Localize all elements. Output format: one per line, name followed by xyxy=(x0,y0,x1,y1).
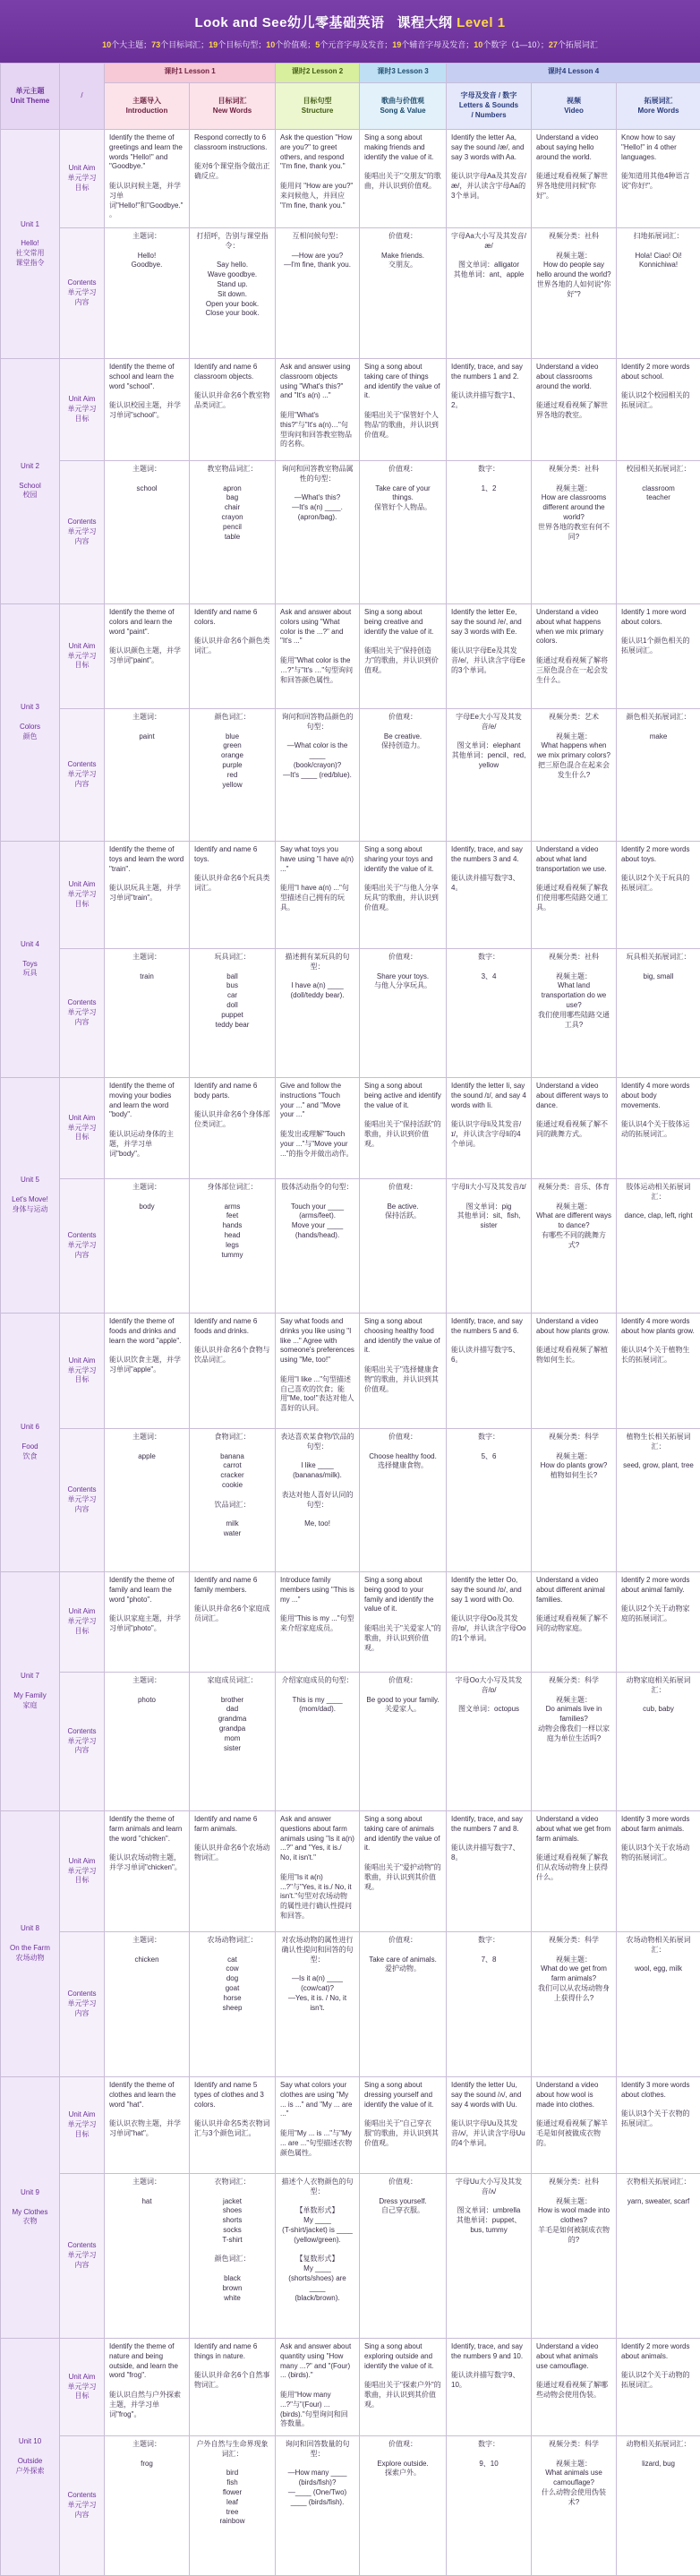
aim-cell-introduction: Identify the theme of colors and learn the word "paint". 能认识颜色主题，并学习单词"paint"。 xyxy=(105,604,190,709)
level-label: Level 1 xyxy=(457,15,505,30)
contents-cell-video: 视频分类：社科 视频主题： How is wool made into clothes? 羊毛是如何被制成衣物的? xyxy=(532,2174,617,2339)
contents-cell-video: 视频分类：艺术 视频主题： What happens when we mix primary colors? 把三原色混合在起来会发生什么? xyxy=(532,709,617,842)
unit-9-contents-row xyxy=(1,2174,700,2339)
aim-cell-new-words: Identify and name 6 body parts. 能认识并命名6个身体部位类词汇。 xyxy=(190,1078,276,1179)
contents-cell-introduction: 主题词： Hello! Goodbye. xyxy=(105,228,190,359)
unit-4-contents-row xyxy=(1,949,700,1078)
unit-5-aim-row xyxy=(1,1078,700,1179)
aim-cell-introduction: Identify the theme of farm animals and learn the word "chicken". 能认识农场动物主题，并学习单词"chicken"。 xyxy=(105,1811,190,1932)
contents-cell-introduction: 主题词： paint xyxy=(105,709,190,842)
col-header-new-words: 目标词汇 New Words xyxy=(190,83,276,130)
contents-cell-new-words: 家庭成员词汇： brother dad grandma grandpa mom sister xyxy=(190,1673,276,1811)
contents-cell-structure: 肢体活动指令的句型： Touch your ____ (arms/feet). Move your ____ (hands/head). xyxy=(276,1179,360,1314)
stat-number: 10 xyxy=(474,40,482,49)
aim-cell-letters-sounds-numbers: Identify the letter Ii, say the sound /ɪ/, and say 4 words with Ii. 能认识字母Ii及其发音/ɪ/，并认读含字母Ii的4个单词。 xyxy=(447,1078,532,1179)
unit-theme-cell: Unit 7 My Family 家庭 xyxy=(1,1572,60,1811)
contents-cell-song-value: 价值观： Make friends. 交朋友。 xyxy=(360,228,447,359)
contents-cell-introduction: 主题词： hat xyxy=(105,2174,190,2339)
aim-cell-new-words: Identify and name 6 farm animals. 能认识并命名6个农场动物词汇。 xyxy=(190,1811,276,1932)
aim-cell-song-value: Sing a song about sharing your toys and identify the value of it. 能唱出关于"与他人分享玩具"的歌曲，并认识到价值观。 xyxy=(360,842,447,949)
stat-number: 10 xyxy=(266,40,275,49)
contents-cell-song-value: 价值观： Dress yourself. 自己穿衣服。 xyxy=(360,2174,447,2339)
aim-cell-more-words: Identify 4 more words about how plants grow. 能认识4个关于植物生长的拓展词汇。 xyxy=(617,1314,700,1429)
aim-cell-video: Understand a video about how plants grow. 能通过观看视频了解植物如何生长。 xyxy=(532,1314,617,1429)
aim-cell-more-words: Know how to say "Hello!" in 4 other languages. 能知道用其他4种语言说"你好!"。 xyxy=(617,130,700,228)
contents-label: Contents 单元学习内容 xyxy=(60,1932,105,2077)
header-unit-theme: 单元主题 Unit Theme xyxy=(1,64,60,130)
contents-cell-new-words: 打招呼，告别与课堂指令： Say hello. Wave goodbye. Stand up. Sit down. Open your book. Close your book. xyxy=(190,228,276,359)
aim-cell-letters-sounds-numbers: Identify, trace, and say the numbers 5 and 6. 能认读并描写数字5、6。 xyxy=(447,1314,532,1429)
contents-cell-new-words: 颜色词汇： blue green orange purple red yellow xyxy=(190,709,276,842)
contents-cell-letters-sounds-numbers: 字母Ii大小写及其发音/ɪ/ 图文单词：pig 其他单词：sit、fish, sister xyxy=(447,1179,532,1314)
contents-cell-structure: 介绍家庭成员的句型： This is my ____ (mom/dad). xyxy=(276,1673,360,1811)
contents-label: Contents 单元学习内容 xyxy=(60,1673,105,1811)
aim-cell-video: Understand a video about classrooms around the world. 能通过观看视频了解世界各地的教室。 xyxy=(532,359,617,461)
aim-cell-song-value: Sing a song about dressing yourself and identify the value of it. 能唱出关于"自己穿衣服"的歌曲，并认识到其价值观。 xyxy=(360,2077,447,2174)
aim-cell-structure: Ask and answer about quantity using "How many ...?" and "(Four) ... (birds)." 能用"How many ...?"与"(Four) ... (birds)."句型询问和回答数量。 xyxy=(276,2339,360,2436)
contents-cell-song-value: 价值观： Be good to your family. 关爱家人。 xyxy=(360,1673,447,1811)
unit-8-contents-row xyxy=(1,1932,700,2077)
aim-cell-more-words: Identify 2 more words about animal family. 能认识2个关于动物家庭的拓展词汇。 xyxy=(617,1572,700,1673)
unit-theme-cell: Unit 4 Toys 玩具 xyxy=(1,842,60,1078)
unit-theme-cell: Unit 3 Colors 颜色 xyxy=(1,604,60,842)
unit-aim-label: Unit Aim 单元学习目标 xyxy=(60,842,105,949)
stat-label: 个辅音字母及发音； xyxy=(401,40,474,49)
contents-cell-structure: 询问和回答数量的句型： —How many ____ (birds/fish)? —____ (One/Two) ____ (birds/fish). xyxy=(276,2436,360,2576)
contents-cell-letters-sounds-numbers: 字母Uu大小写及其发音/ʌ/ 图文单词：umbrella 其他单词：puppet、bus, tummy xyxy=(447,2174,532,2339)
contents-cell-introduction: 主题词： apple xyxy=(105,1429,190,1572)
aim-cell-structure: Say what foods and drinks you like using "I like ..." Agree with someone's preferences using "Me, too!" 能用"I like ..."句型描述自己喜欢的饮食；能用"Me, too!"表达对他人喜好的认同。 xyxy=(276,1314,360,1429)
aim-cell-letters-sounds-numbers: Identify, trace, and say the numbers 9 and 10. 能认读并描写数字9、10。 xyxy=(447,2339,532,2436)
page-header xyxy=(0,0,700,63)
contents-cell-letters-sounds-numbers: 字母Aa大小写及其发音/æ/ 图文单词：alligator 其他单词：ant、apple xyxy=(447,228,532,359)
aim-cell-song-value: Sing a song about being creative and identify the value of it. 能唱出关于"保持创造力"的歌曲，并认识到价值观。 xyxy=(360,604,447,709)
contents-cell-introduction: 主题词： school xyxy=(105,461,190,604)
contents-cell-more-words: 玩具相关拓展词汇： big, small xyxy=(617,949,700,1078)
aim-cell-structure: Say what colors your clothes are using "My ... is ..." and "My ... are ..." 能用"My ... is ..."与"My ... are ..."句型描述衣物颜色属性。 xyxy=(276,2077,360,2174)
contents-cell-song-value: 价值观： Take care of your things. 保管好个人物品。 xyxy=(360,461,447,604)
contents-label: Contents 单元学习内容 xyxy=(60,949,105,1078)
aim-cell-introduction: Identify the theme of family and learn the word "photo". 能认识家庭主题，并学习单词"photo"。 xyxy=(105,1572,190,1673)
contents-cell-song-value: 价值观： Share your toys. 与他人分享玩具。 xyxy=(360,949,447,1078)
aim-cell-more-words: Identify 2 more words about animals. 能认识2个关于动物的拓展词汇。 xyxy=(617,2339,700,2436)
contents-cell-video: 视频分类：科学 视频主题： Do animals live in families? 动物会像我们一样以家庭为单位生活吗? xyxy=(532,1673,617,1811)
aim-cell-video: Understand a video about what land transportation we use. 能通过观看视频了解我们使用哪些陆路交通工具。 xyxy=(532,842,617,949)
unit-6-contents-row xyxy=(1,1429,700,1572)
contents-cell-structure: 描述拥有某玩具的句型： I have a(n) ____ (doll/teddy bear). xyxy=(276,949,360,1078)
contents-cell-video: 视频分类：社科 视频主题： How are classrooms different around the world? 世界各地的教室有何不同? xyxy=(532,461,617,604)
unit-10-aim-row xyxy=(1,2339,700,2436)
contents-cell-new-words: 身体部位词汇： arms feet hands head legs tummy xyxy=(190,1179,276,1314)
unit-aim-label: Unit Aim 单元学习目标 xyxy=(60,2077,105,2174)
contents-cell-letters-sounds-numbers: 数字： 9、10 xyxy=(447,2436,532,2576)
contents-cell-song-value: 价值观： Be active. 保持活跃。 xyxy=(360,1179,447,1314)
contents-cell-new-words: 教室物品词汇： apron bag chair crayon pencil table xyxy=(190,461,276,604)
unit-3-contents-row xyxy=(1,709,700,842)
contents-cell-new-words: 玩具词汇： ball bus car doll puppet teddy bear xyxy=(190,949,276,1078)
page-title xyxy=(0,13,700,31)
aim-cell-video: Understand a video about what animals use camouflage. 能通过观看视频了解哪些动物会使用伪装。 xyxy=(532,2339,617,2436)
aim-cell-new-words: Identify and name 6 foods and drinks. 能认识并命名6个食物与饮品词汇。 xyxy=(190,1314,276,1429)
stat-number: 10 xyxy=(102,40,111,49)
aim-cell-new-words: Respond correctly to 6 classroom instructions. 能对6个课堂指令做出正确反应。 xyxy=(190,130,276,228)
contents-cell-video: 视频分类：科学 视频主题： What do we get from farm animals? 我们可以从农场动物身上获得什么? xyxy=(532,1932,617,2077)
aim-cell-structure: Ask the question "How are you?" to greet others, and respond "I'm fine, thank you." 能用问 "How are you?" 来问候他人，并回应 "I'm fine, thank you." xyxy=(276,130,360,228)
course-stats xyxy=(0,39,700,50)
stat-label: 个大主题； xyxy=(111,40,151,49)
header-lesson-4: 课时4 Lesson 4 xyxy=(447,64,700,83)
unit-aim-label: Unit Aim 单元学习目标 xyxy=(60,130,105,228)
aim-cell-structure: Ask and answer using classroom objects using "What's this?" and "It's a(n) ..." 能用"What's this?"与"It's a(n)…"句型询问和回答教室物品的名称。 xyxy=(276,359,360,461)
aim-cell-more-words: Identify 4 more words about body movements. 能认识4个关于肢体运动的拓展词汇。 xyxy=(617,1078,700,1179)
col-header-letters-sounds-numbers: 字母及发音 / 数字 Letters & Sounds / Numbers xyxy=(447,83,532,130)
contents-cell-more-words: 动物相关拓展词汇： lizard, bug xyxy=(617,2436,700,2576)
contents-cell-video: 视频分类：社科 视频主题： What land transportation do we use? 我们使用哪些陆路交通工具? xyxy=(532,949,617,1078)
contents-cell-more-words: 扫地拓展词汇： Hola! Ciao! Oi! Konnichiwa! xyxy=(617,228,700,359)
unit-10-contents-row xyxy=(1,2436,700,2576)
aim-cell-video: Understand a video about different animal families. 能通过观看视频了解不同的动物家庭。 xyxy=(532,1572,617,1673)
header-lesson-3: 课时3 Lesson 3 xyxy=(360,64,447,83)
outline-table xyxy=(0,63,700,2576)
aim-cell-letters-sounds-numbers: Identify, trace, and say the numbers 1 and 2. 能认读并描写数字1、2。 xyxy=(447,359,532,461)
aim-cell-structure: Give and follow the instructions "Touch your ..." and "Move your ..." 能发出或理解"Touch your ..."与"Move your ..."的指令并做出动作。 xyxy=(276,1078,360,1179)
header-slash: / xyxy=(60,64,105,130)
contents-cell-video: 视频分类：科学 视频主题： How do plants grow? 植物如何生长? xyxy=(532,1429,617,1572)
stat-number: 27 xyxy=(549,40,558,49)
col-header-more-words: 拓展词汇 More Words xyxy=(617,83,700,130)
contents-label: Contents 单元学习内容 xyxy=(60,228,105,359)
aim-cell-letters-sounds-numbers: Identify, trace, and say the numbers 3 and 4. 能认读并描写数字3、4。 xyxy=(447,842,532,949)
aim-cell-introduction: Identify the theme of moving your bodies and learn the word "body". 能认识运动身体的主题，并学习单词"body"。 xyxy=(105,1078,190,1179)
aim-cell-structure: Say what toys you have using "I have a(n) ..." 能用"I have a(n) ..."句型描述自己拥有的玩具。 xyxy=(276,842,360,949)
unit-9-aim-row xyxy=(1,2077,700,2174)
aim-cell-song-value: Sing a song about exploring outside and identify the value of it. 能唱出关于"探索户外"的歌曲，并认识到其价值观。 xyxy=(360,2339,447,2436)
aim-cell-more-words: Identify 3 more words about farm animals. 能认识3个关于农场动物的拓展词汇。 xyxy=(617,1811,700,1932)
contents-cell-song-value: 价值观： Be creative. 保持创造力。 xyxy=(360,709,447,842)
contents-label: Contents 单元学习内容 xyxy=(60,1179,105,1314)
contents-cell-song-value: 价值观： Choose healthy food. 选择健康食物。 xyxy=(360,1429,447,1572)
title-text: Look and See幼儿零基础英语 xyxy=(194,15,384,30)
stat-label: 个数字（1—10）； xyxy=(482,40,549,49)
contents-cell-letters-sounds-numbers: 数字： 5、6 xyxy=(447,1429,532,1572)
unit-aim-label: Unit Aim 单元学习目标 xyxy=(60,2339,105,2436)
stat-number: 5 xyxy=(315,40,320,49)
aim-cell-video: Understand a video about different ways to dance. 能通过观看视频了解不同的跳舞方式。 xyxy=(532,1078,617,1179)
contents-label: Contents 单元学习内容 xyxy=(60,709,105,842)
unit-theme-cell: Unit 10 Outside 户外探索 xyxy=(1,2339,60,2576)
aim-cell-new-words: Identify and name 6 family members. 能认识并命名6个家庭成员词汇。 xyxy=(190,1572,276,1673)
unit-theme-cell: Unit 9 My Clothes 衣物 xyxy=(1,2077,60,2339)
stat-number: 19 xyxy=(209,40,218,49)
unit-5-contents-row xyxy=(1,1179,700,1314)
unit-3-aim-row xyxy=(1,604,700,709)
contents-cell-more-words: 动物家庭相关拓展词汇： cub, baby xyxy=(617,1673,700,1811)
aim-cell-video: Understand a video about what happens when we mix primary colors. 能通过观看视频了解将三原色混合在一起会发生什么。 xyxy=(532,604,617,709)
contents-cell-introduction: 主题词： photo xyxy=(105,1673,190,1811)
unit-4-aim-row xyxy=(1,842,700,949)
aim-cell-introduction: Identify the theme of clothes and learn the word "hat". 能认识衣物主题，并学习单词"hat"。 xyxy=(105,2077,190,2174)
aim-cell-more-words: Identify 1 more word about colors. 能认识1个颜色相关的拓展词汇。 xyxy=(617,604,700,709)
contents-cell-song-value: 价值观： Take care of animals. 爱护动物。 xyxy=(360,1932,447,2077)
stat-number: 73 xyxy=(151,40,160,49)
unit-theme-cell: Unit 5 Let's Move! 身体与运动 xyxy=(1,1078,60,1314)
aim-cell-new-words: Identify and name 5 types of clothes and 3 colors. 能认识并命名5类衣物词汇与3个颜色词汇。 xyxy=(190,2077,276,2174)
contents-cell-introduction: 主题词： frog xyxy=(105,2436,190,2576)
unit-2-aim-row xyxy=(1,359,700,461)
unit-aim-label: Unit Aim 单元学习目标 xyxy=(60,604,105,709)
stat-number: 19 xyxy=(392,40,401,49)
contents-cell-video: 视频分类：科学 视频主题： What animals use camouflage? 什么动物会使用伪装术? xyxy=(532,2436,617,2576)
contents-cell-letters-sounds-numbers: 数字： 3、4 xyxy=(447,949,532,1078)
unit-1-aim-row xyxy=(1,130,700,228)
aim-cell-structure: Introduce family members using "This is my ..." 能用"This is my ..."句型来介绍家庭成员。 xyxy=(276,1572,360,1673)
contents-label: Contents 单元学习内容 xyxy=(60,2174,105,2339)
contents-cell-more-words: 肢体运动相关拓展词汇： dance, clap, left, right xyxy=(617,1179,700,1314)
contents-cell-more-words: 校园相关拓展词汇： classroom teacher xyxy=(617,461,700,604)
aim-cell-song-value: Sing a song about taking care of things and identify the value of it. 能唱出关于"保管好个人物品"的歌曲，并认识到价值观。 xyxy=(360,359,447,461)
contents-cell-more-words: 植物生长相关拓展词汇： seed, grow, plant, tree xyxy=(617,1429,700,1572)
unit-aim-label: Unit Aim 单元学习目标 xyxy=(60,1572,105,1673)
contents-label: Contents 单元学习内容 xyxy=(60,461,105,604)
aim-cell-song-value: Sing a song about taking care of animals and identify the value of it. 能唱出关于"爱护动物"的歌曲，并认识到其价值观。 xyxy=(360,1811,447,1932)
unit-aim-label: Unit Aim 单元学习目标 xyxy=(60,1811,105,1932)
unit-theme-cell: Unit 6 Food 饮食 xyxy=(1,1314,60,1572)
aim-cell-introduction: Identify the theme of toys and learn the word "train". 能认识玩具主题，并学习单词"train"。 xyxy=(105,842,190,949)
aim-cell-more-words: Identify 3 more words about clothes. 能认识3个关于衣物的拓展词汇。 xyxy=(617,2077,700,2174)
aim-cell-letters-sounds-numbers: Identify, trace, and say the numbers 7 and 8. 能认读并描写数字7、8。 xyxy=(447,1811,532,1932)
contents-cell-new-words: 农场动物词汇： cat cow dog goat horse sheep xyxy=(190,1932,276,2077)
header-lesson-1: 课时1 Lesson 1 xyxy=(105,64,276,83)
unit-aim-label: Unit Aim 单元学习目标 xyxy=(60,1314,105,1429)
contents-cell-new-words: 户外自然与生命界现象词汇： bird fish flower leaf tree rainbow xyxy=(190,2436,276,2576)
stat-label: 个元音字母及发音； xyxy=(320,40,392,49)
aim-cell-video: Understand a video about how wool is made into clothes. 能通过观看视频了解羊毛是如何被做成衣物的。 xyxy=(532,2077,617,2174)
aim-cell-introduction: Identify the theme of greetings and learn the words "Hello!" and "Goodbye." 能认识问候主题，并学习单词"Hello!"和"Goodbye."。 xyxy=(105,130,190,228)
contents-cell-structure: 表达喜欢某食物/饮品的句型： I like ____ (bananas/milk). 表达对他人喜好认同的句型： Me, too! xyxy=(276,1429,360,1572)
contents-cell-new-words: 衣物词汇： jacket shoes shorts socks T-shirt 颜色词汇： black brown white xyxy=(190,2174,276,2339)
unit-theme-cell: Unit 2 School 校园 xyxy=(1,359,60,604)
contents-cell-structure: 互相问候句型： —How are you? —I'm fine, thank you. xyxy=(276,228,360,359)
aim-cell-song-value: Sing a song about making friends and identify the value of it. 能唱出关于"交朋友"的歌曲，并认识到价值观。 xyxy=(360,130,447,228)
header-lesson-2: 课时2 Lesson 2 xyxy=(276,64,360,83)
contents-cell-structure: 询问和回答教室物品属性的句型： —What's this? —It's a(n) ____. (apron/bag). xyxy=(276,461,360,604)
contents-cell-letters-sounds-numbers: 字母Ee大小写及其发音/e/ 图文单词：elephant 其他单词：pencil、red, yellow xyxy=(447,709,532,842)
col-header-structure: 目标句型 Structure xyxy=(276,83,360,130)
stat-label: 个拓展词汇 xyxy=(558,40,598,49)
col-header-introduction: 主题导入 Introduction xyxy=(105,83,190,130)
col-header-video: 视频 Video xyxy=(532,83,617,130)
stat-label: 个价值观； xyxy=(275,40,315,49)
contents-cell-more-words: 衣物相关拓展词汇： yarn, sweater, scarf xyxy=(617,2174,700,2339)
contents-label: Contents 单元学习内容 xyxy=(60,1429,105,1572)
contents-cell-introduction: 主题词： train xyxy=(105,949,190,1078)
aim-cell-new-words: Identify and name 6 toys. 能认识并命名6个玩具类词汇。 xyxy=(190,842,276,949)
contents-cell-letters-sounds-numbers: 数字： 7、8 xyxy=(447,1932,532,2077)
aim-cell-song-value: Sing a song about being active and identify the value of it. 能唱出关于"保持活跃"的歌曲，并认识到价值观。 xyxy=(360,1078,447,1179)
contents-cell-structure: 询问和回答物品颜色的句型： —What color is the ____ (book/crayon)? —It's ____ (red/blue). xyxy=(276,709,360,842)
contents-cell-letters-sounds-numbers: 字母Oo大小写及其发音/ɒ/ 图文单词：octopus xyxy=(447,1673,532,1811)
aim-cell-structure: Ask and answer about colors using "What color is the ...?" and "It's ..." 能用"What color is the …?"与"It's …"句型询问和回答颜色属性。 xyxy=(276,604,360,709)
unit-aim-label: Unit Aim 单元学习目标 xyxy=(60,1078,105,1179)
unit-6-aim-row xyxy=(1,1314,700,1429)
contents-cell-more-words: 颜色相关拓展词汇： make xyxy=(617,709,700,842)
aim-cell-structure: Ask and answer questions about farm animals using "Is it a(n) ...?" and "Yes, it is./ No, it isn't." 能用"Is it a(n) ...?"与"Yes, it is./ No, it isn't."句型对农场动物的属性进行确认性提问和回答。 xyxy=(276,1811,360,1932)
aim-cell-letters-sounds-numbers: Identify the letter Ee, say the sound /e/, and say 3 words with Ee. 能认识字母Ee及其发音/e/，并认读含字母Ee的3个单词。 xyxy=(447,604,532,709)
aim-cell-letters-sounds-numbers: Identify the letter Uu, say the sound /ʌ/, and say 4 words with Uu. 能认识字母Uu及其发音/ʌ/，并认读含字母Uu的4个单词。 xyxy=(447,2077,532,2174)
contents-cell-new-words: 食物词汇： banana carrot cracker cookie 饮品词汇： milk water xyxy=(190,1429,276,1572)
unit-theme-cell: Unit 8 On the Farm 农场动物 xyxy=(1,1811,60,2077)
contents-cell-song-value: 价值观： Explore outside. 探索户外。 xyxy=(360,2436,447,2576)
contents-cell-video: 视频分类：音乐、体育 视频主题： What are different ways to dance? 有哪些不同的跳舞方式? xyxy=(532,1179,617,1314)
unit-theme-cell: Unit 1 Hello! 社交常用 课堂指令 xyxy=(1,130,60,359)
contents-cell-structure: 对农场动物的属性进行确认性提问和回答的句型： —Is it a(n) ____ (cow/cat)? —Yes, it is. / No, it isn't. xyxy=(276,1932,360,2077)
aim-cell-introduction: Identify the theme of foods and drinks and learn the word "apple". 能认识饮食主题，并学习单词"apple"。 xyxy=(105,1314,190,1429)
aim-cell-new-words: Identify and name 6 colors. 能认识并命名6个颜色类词汇。 xyxy=(190,604,276,709)
contents-cell-introduction: 主题词： body xyxy=(105,1179,190,1314)
aim-cell-introduction: Identify the theme of school and learn the word "school". 能认识校园主题，并学习单词"school"。 xyxy=(105,359,190,461)
aim-cell-song-value: Sing a song about choosing healthy food and identify the value of it. 能唱出关于"选择健康食物"的歌曲，并认识到其价值观。 xyxy=(360,1314,447,1429)
aim-cell-letters-sounds-numbers: Identify the letter Aa, say the sound /æ/, and say 3 words with Aa. 能认识字母Aa及其发音/æ/，并认读含字母Aa的3个单词。 xyxy=(447,130,532,228)
aim-cell-letters-sounds-numbers: Identify the letter Oo, say the sound /ɒ/, and say 1 word with Oo. 能认识字母Oo及其发音/ɒ/，并认读含字母Oo的1个单词。 xyxy=(447,1572,532,1673)
unit-8-aim-row xyxy=(1,1811,700,1932)
contents-cell-introduction: 主题词： chicken xyxy=(105,1932,190,2077)
unit-aim-label: Unit Aim 单元学习目标 xyxy=(60,359,105,461)
contents-label: Contents 单元学习内容 xyxy=(60,2436,105,2576)
stat-label: 个目标词汇； xyxy=(160,40,209,49)
aim-cell-video: Understand a video about what we get from farm animals. 能通过观看视频了解我们从农场动物身上获得什么。 xyxy=(532,1811,617,1932)
aim-cell-song-value: Sing a song about being good to your family and identify the value of it. 能唱出关于"关爱家人"的歌曲，并认识到价值观。 xyxy=(360,1572,447,1673)
aim-cell-new-words: Identify and name 6 classroom objects. 能认识并命名6个教室物品类词汇。 xyxy=(190,359,276,461)
aim-cell-new-words: Identify and name 6 things in nature. 能认识并命名6个自然事物词汇。 xyxy=(190,2339,276,2436)
aim-cell-video: Understand a video about saying hello around the world. 能通过观看视频了解世界各地使用问候"你好"。 xyxy=(532,130,617,228)
unit-7-aim-row xyxy=(1,1572,700,1673)
unit-7-contents-row xyxy=(1,1673,700,1811)
contents-cell-letters-sounds-numbers: 数字： 1、2 xyxy=(447,461,532,604)
contents-cell-video: 视频分类：社科 视频主题： How do people say hello around the world? 世界各地的人如何说"你好"? xyxy=(532,228,617,359)
aim-cell-more-words: Identify 2 more words about toys. 能认识2个关于玩具的拓展词汇。 xyxy=(617,842,700,949)
unit-1-contents-row xyxy=(1,228,700,359)
title-suffix: 课程大纲 xyxy=(397,15,452,30)
unit-2-contents-row xyxy=(1,461,700,604)
aim-cell-introduction: Identify the theme of nature and being outside, and learn the word "frog". 能认识自然与户外探索主题，并学习单词"frog"。 xyxy=(105,2339,190,2436)
stat-label: 个目标句型； xyxy=(218,40,266,49)
aim-cell-more-words: Identify 2 more words about school. 能认识2个校园相关的拓展词汇。 xyxy=(617,359,700,461)
contents-cell-structure: 描述个人衣物颜色的句型： 【单数形式】 My ____ (T-shirt/jacket) is ____ (yellow/green). 【复数形式】 My ____ (shorts/shoes) are ____ (black/brown). xyxy=(276,2174,360,2339)
contents-cell-more-words: 农场动物相关拓展词汇： wool, egg, milk xyxy=(617,1932,700,2077)
col-header-song-value: 歌曲与价值观 Song & Value xyxy=(360,83,447,130)
